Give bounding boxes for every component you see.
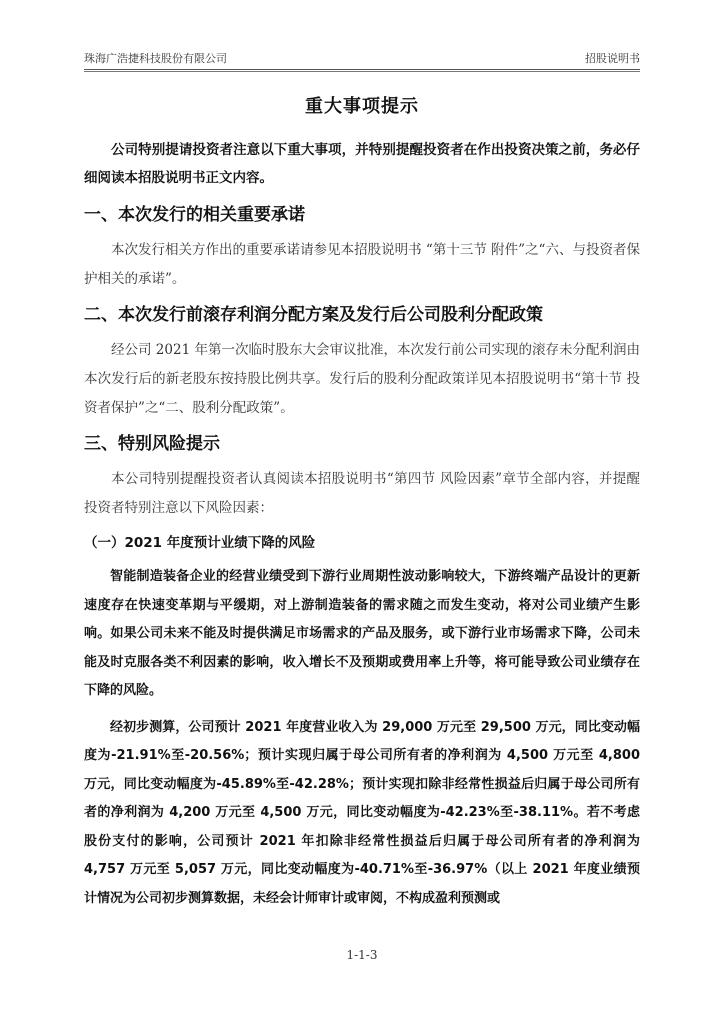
intro-paragraph: 公司特别提请投资者注意以下重大事项，并特别提醒投资者在作出投资决策之前，务必仔细阅读本招股说明书正文内容。 bbox=[84, 142, 640, 186]
section-body-2: 经公司 2021 年第一次临时股东大会审议批准，本次发行前公司实现的滚存未分配利润由本次发行后的新老股东按持股比例共享。发行后的股利分配政策详见本招股说明书“第十节 投资者保护”之“二、股利分配政策”。 bbox=[84, 342, 640, 416]
document-title: 重大事项提示 bbox=[305, 96, 419, 117]
header-divider bbox=[84, 71, 640, 72]
subsection-heading: （一）2021 年度预计业绩下降的风险 bbox=[84, 535, 316, 551]
section-heading-2: 二、本次发行前滚存利润分配方案及发行后公司股利分配政策 bbox=[84, 305, 543, 325]
header-document-type: 招股说明书 bbox=[585, 52, 640, 65]
section-heading-1: 一、本次发行的相关重要承诺 bbox=[84, 205, 305, 225]
section-heading-3: 三、特别风险提示 bbox=[84, 434, 220, 454]
page-content bbox=[84, 88, 640, 921]
page-number: 1-1-3 bbox=[346, 948, 378, 962]
risk-paragraph-1: 智能制造装备企业的经营业绩受到下游行业周期性波动影响较大，下游终端产品设计的更新速度存在快速变革期与平缓期，对上游制造装备的需求随之而发生变动，将对公司业绩产生影响。如果公司未来不能及时提供满足市场需求的产品及服务，或下游行业市场需求下降，公司未能及时克服各类不利因素的影响，收入增长不及预期或费用率上升等，将可能导致公司业绩存在下降的风险。 bbox=[84, 569, 640, 698]
section-body-3: 本公司特别提醒投资者认真阅读本招股说明书“第四节 风险因素”章节全部内容，并提醒投资者特别注意以下风险因素： bbox=[84, 471, 640, 516]
risk-paragraph-2: 经初步测算，公司预计 2021 年度营业收入为 29,000 万元至 29,500 万元，同比变动幅度为-21.91%至-20.56%；预计实现归属于母公司所有者的净利润为 4,500 万元至 4,800 万元，同比变动幅度为-45.89%至-42.28%；预计实现扣除非经常性损益后归属于母公司所有者的净利润为 4,200 万元至 4,500 万元，同比变动幅度为-42.23%至-38.11%。若不考虑股份支付的影响，公司预计 2021 年扣除非经常性损益后归属于母公司所有者的净利润为 4,757 万元至 5,057 万元，同比变动幅度为-40.71%至-36.97%（以上 2021 年度业绩预计情况为公司初步测算数据，未经会计师审计或审阅，不构成盈利预测或 bbox=[84, 719, 640, 906]
header-company-name: 珠海广浩捷科技股份有限公司 bbox=[84, 52, 227, 65]
page-header bbox=[84, 48, 640, 70]
section-body-1: 本次发行相关方作出的重要承诺请参见本招股说明书 “第十三节 附件”之“六、与投资者保护相关的承诺”。 bbox=[84, 242, 640, 287]
